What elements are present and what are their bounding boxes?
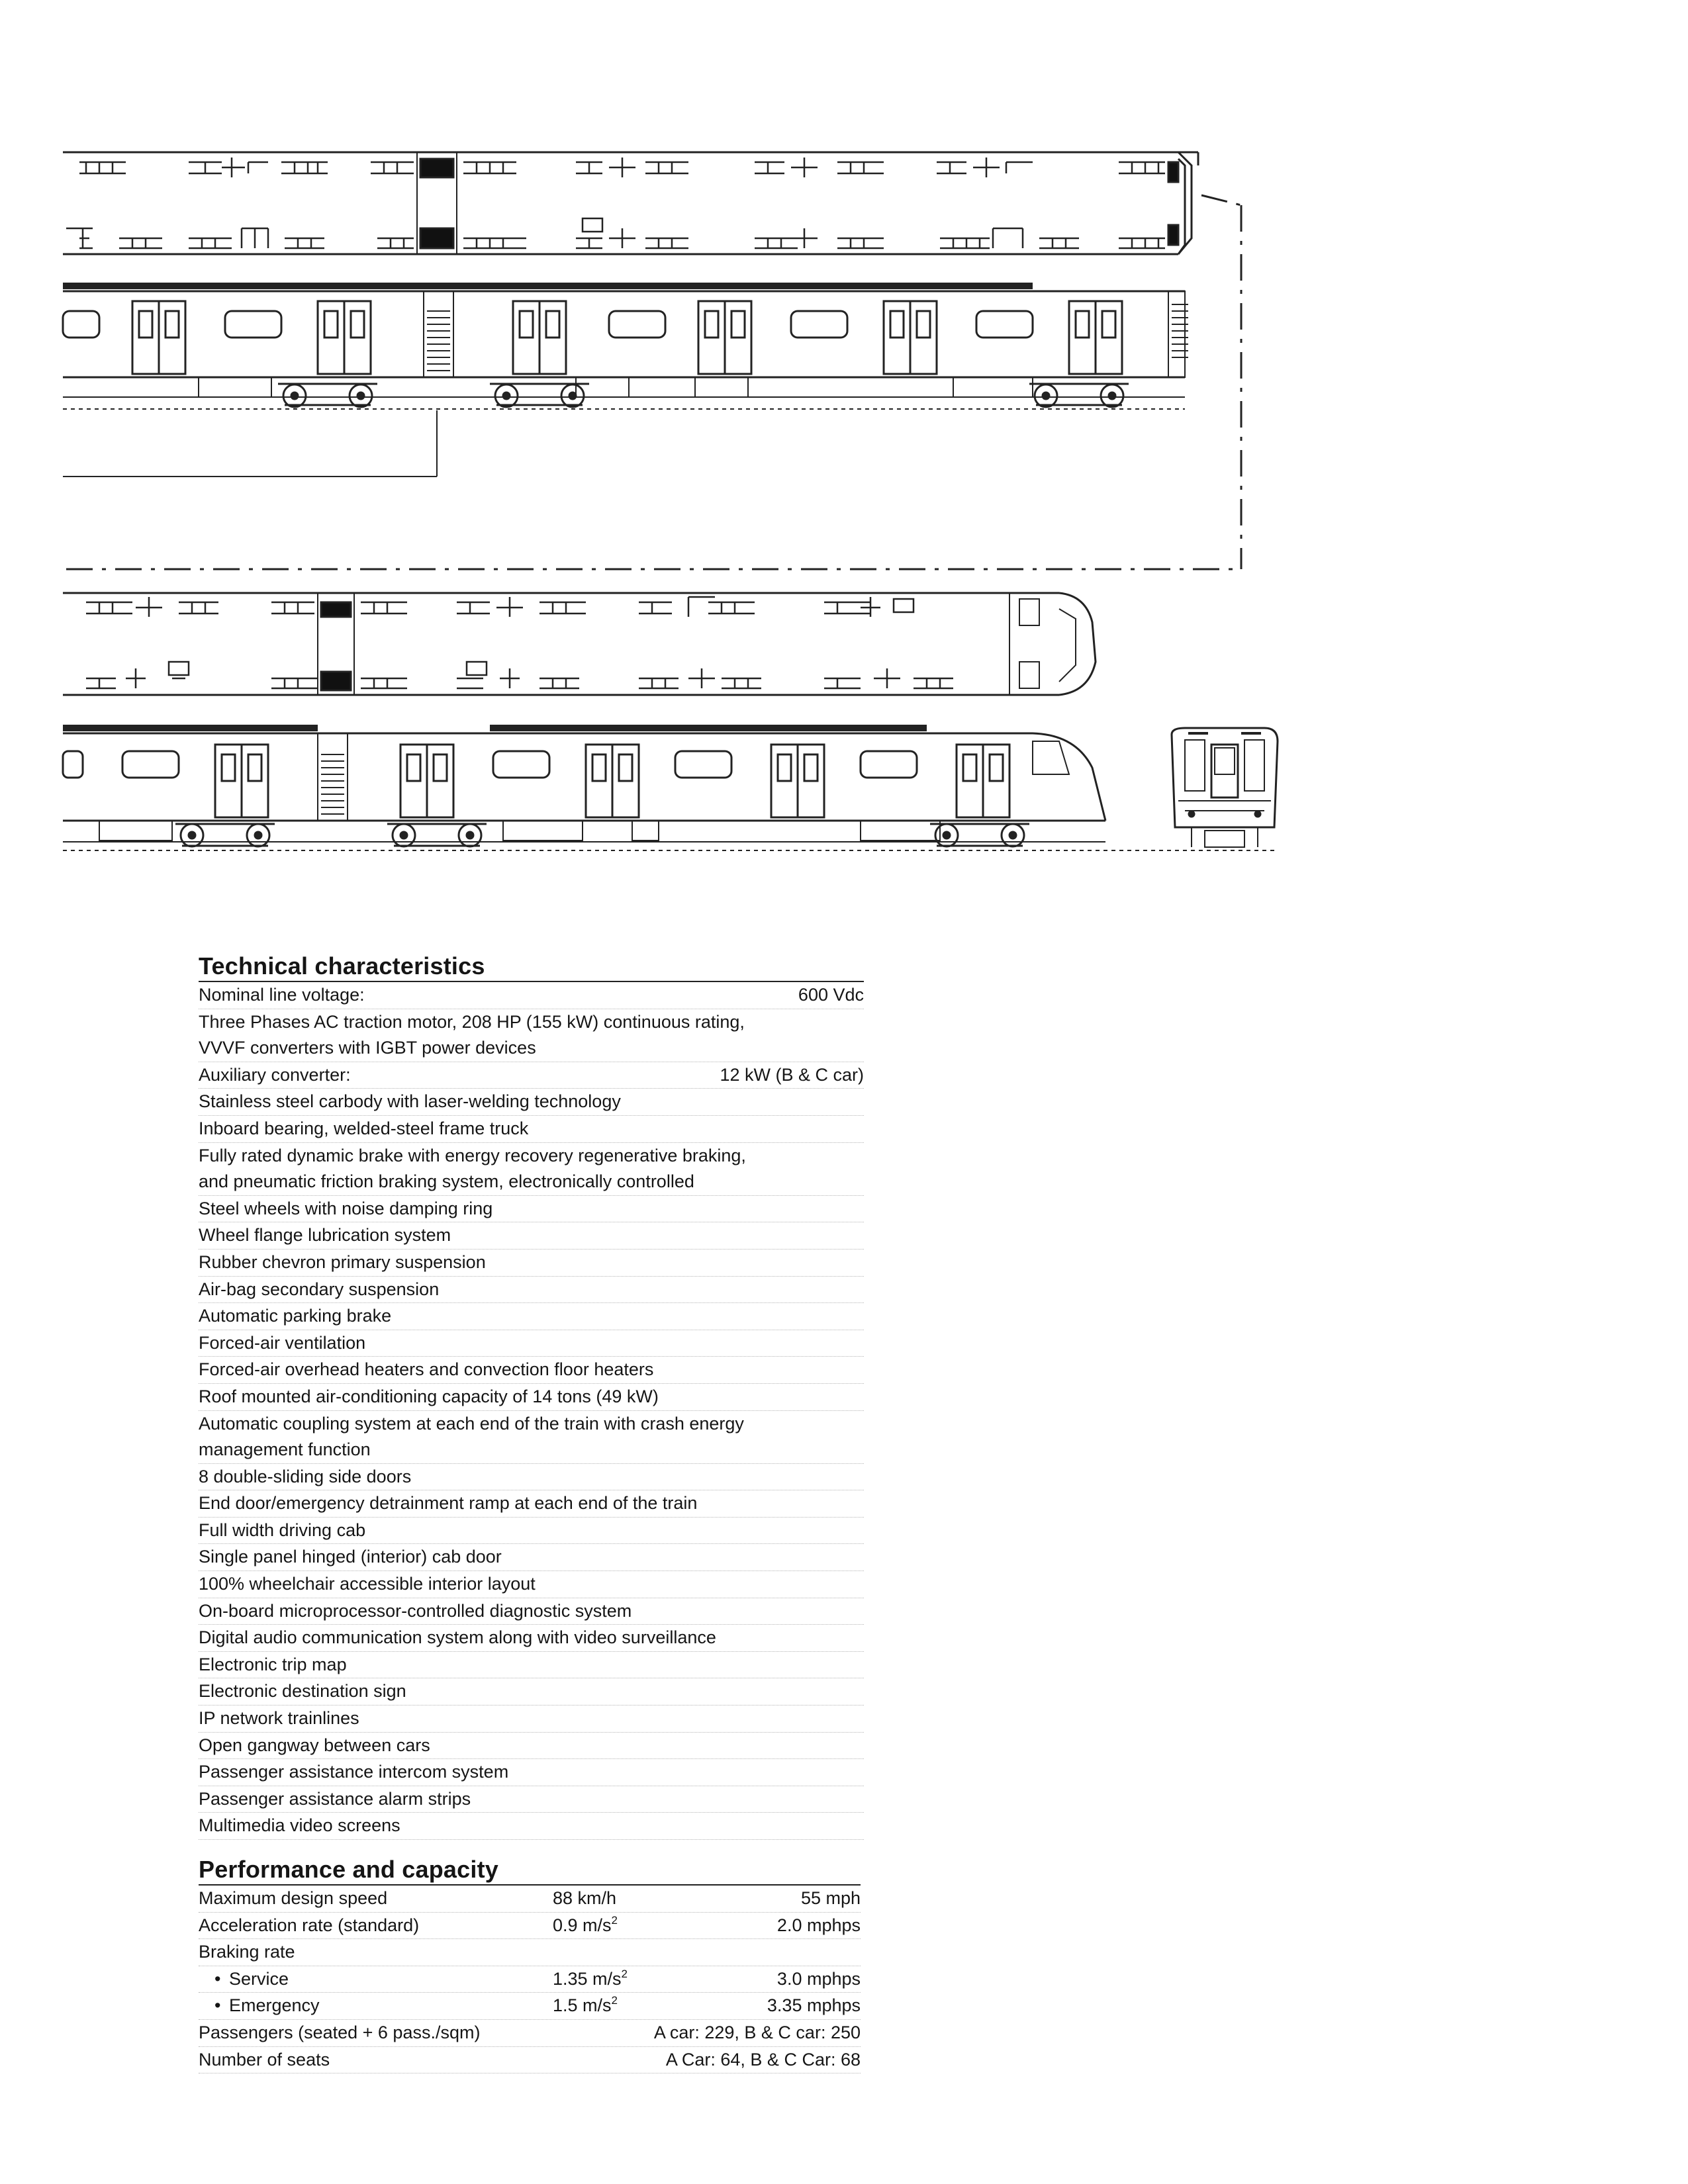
performance-row [199, 2020, 861, 2047]
tech-row-line2: and pneumatic friction braking system, electronically controlled [199, 1171, 694, 1192]
performance-metric [553, 1913, 618, 1939]
performance-label: Braking rate [199, 1942, 295, 1962]
performance-label: Number of seats [199, 2049, 330, 2070]
tech-row-label: Electronic destination sign [199, 1681, 406, 1702]
connector-line [66, 195, 1241, 569]
tech-row-label: Single panel hinged (interior) cab door [199, 1547, 502, 1567]
tech-row [199, 982, 864, 1009]
tech-row-label: Nominal line voltage: [199, 985, 365, 1005]
performance-label-cell [199, 1888, 387, 1908]
tech-row [199, 1464, 864, 1491]
performance-imperial: A Car: 64, B & C Car: 68 [665, 2049, 861, 2070]
performance-label: Emergency [229, 1995, 320, 2016]
tech-row [199, 1490, 864, 1518]
performance-imperial: 2.0 mphps [776, 1915, 861, 1935]
performance-label: Maximum design speed [199, 1888, 388, 1908]
performance-row [199, 1886, 861, 1913]
performance-label-cell [199, 1915, 419, 1935]
tech-row-label: Air-bag secondary suspension [199, 1279, 440, 1299]
technical-heading: Technical characteristics [199, 953, 864, 982]
tech-row-label: Rubber chevron primary suspension [199, 1251, 486, 1272]
tech-row [199, 1598, 864, 1625]
performance-label: Service [229, 1968, 289, 1989]
performance-label: Acceleration rate (standard) [199, 1915, 420, 1935]
tech-row [199, 1222, 864, 1250]
bullet: • [214, 1968, 221, 1989]
tech-row [199, 1384, 864, 1411]
end-view [1172, 728, 1278, 847]
tech-row [199, 1089, 864, 1116]
metric-value: 0.9 m/s [553, 1915, 612, 1935]
tech-row-line1: Three Phases AC traction motor, 208 HP (155 kW) continuous rating, [199, 1011, 745, 1032]
tech-row-label: IP network trainlines [199, 1708, 359, 1729]
upper-seat-groups-bottom [66, 218, 1165, 248]
metric-value: 1.5 m/s [553, 1995, 612, 2016]
tech-row [199, 1813, 864, 1840]
tech-row [199, 1625, 864, 1652]
tech-row [199, 1330, 864, 1357]
tech-row-label: Open gangway between cars [199, 1735, 430, 1755]
tech-row-label: Automatic parking brake [199, 1306, 392, 1326]
tech-row [199, 1250, 864, 1277]
performance-imperial: 55 mph [800, 1888, 861, 1908]
tech-row [199, 1277, 864, 1304]
tech-row [199, 1062, 864, 1089]
performance-row [199, 1913, 861, 1940]
tech-row-label: Inboard bearing, welded-steel frame truck [199, 1118, 529, 1138]
lower-seat-groups [86, 597, 953, 688]
performance-imperial: A car: 229, B & C car: 250 [653, 2022, 861, 2042]
technical-section [199, 953, 864, 1840]
performance-metric [553, 1993, 618, 2019]
tech-row [199, 1786, 864, 1813]
train-drawing [0, 0, 1688, 874]
performance-heading: Performance and capacity [199, 1856, 861, 1886]
tech-row-label: Forced-air ventilation [199, 1332, 366, 1353]
tech-row-label: Forced-air overhead heaters and convection floor heaters [199, 1359, 654, 1380]
tech-row-label: End door/emergency detrainment ramp at each end of the train [199, 1493, 698, 1514]
tech-row-label: Stainless steel carbody with laser-welding technology [199, 1091, 621, 1112]
tech-row [199, 1196, 864, 1223]
performance-row [199, 1939, 861, 1966]
tech-row-label: Roof mounted air-conditioning capacity of 14 tons (49 kW) [199, 1386, 659, 1406]
metric-value: 1.35 m/s [553, 1968, 622, 1989]
technical-list [199, 982, 864, 1840]
tech-row-label: Digital audio communication system along with video surveillance [199, 1627, 716, 1648]
tech-row-label: On-board microprocessor-controlled diagnostic system [199, 1600, 632, 1621]
truck [278, 384, 377, 407]
metric-exponent: 2 [611, 1994, 618, 2007]
tech-row [199, 1411, 864, 1464]
performance-row [199, 1993, 861, 2020]
performance-label: Passengers (seated + 6 pass./sqm) [199, 2022, 481, 2042]
performance-section [199, 1856, 861, 2073]
tech-row [199, 1706, 864, 1733]
tech-row [199, 1518, 864, 1545]
metric-exponent: 2 [611, 1913, 618, 1927]
tech-row-label: Multimedia video screens [199, 1815, 400, 1836]
tech-row [199, 1116, 864, 1143]
lower-side-elevation [63, 728, 1278, 850]
tech-row [199, 1678, 864, 1706]
tech-row-label: 100% wheelchair accessible interior layout [199, 1574, 536, 1594]
performance-row [199, 2047, 861, 2074]
tech-row [199, 1733, 864, 1760]
tech-row-label: Passenger assistance alarm strips [199, 1788, 471, 1809]
performance-label-cell [199, 1969, 289, 1989]
tech-row [199, 1357, 864, 1384]
tech-row-line1: Fully rated dynamic brake with energy recovery regenerative braking, [199, 1145, 746, 1165]
upper-side-elevation [63, 286, 1188, 409]
tech-row-label: Full width driving cab [199, 1520, 366, 1540]
metric-exponent: 2 [621, 1967, 628, 1980]
tech-row-label: Steel wheels with noise damping ring [199, 1198, 493, 1218]
performance-imperial: 3.35 mphps [767, 1995, 861, 2016]
performance-metric [553, 1966, 628, 1993]
tech-row-line2: management function [199, 1439, 371, 1460]
tech-row [199, 1571, 864, 1598]
tech-row [199, 1759, 864, 1786]
tech-row [199, 1652, 864, 1679]
tech-row [199, 1303, 864, 1330]
bullet: • [214, 1995, 221, 2016]
metric-value: 88 km/h [553, 1888, 617, 1908]
tech-row-label: Electronic trip map [199, 1654, 347, 1674]
performance-metric [553, 1886, 616, 1912]
performance-table [199, 1886, 861, 2073]
performance-label-cell [199, 1942, 295, 1962]
tech-row-value: 12 kW (B & C car) [720, 1064, 864, 1085]
truck [490, 384, 589, 407]
tech-row [199, 1544, 864, 1571]
tech-row [199, 1143, 864, 1196]
performance-label-cell [199, 2023, 480, 2042]
tech-row-line1: Automatic coupling system at each end of the train with crash energy [199, 1413, 744, 1433]
tech-row-value: 600 Vdc [798, 985, 864, 1005]
tech-row-label: Passenger assistance intercom system [199, 1762, 509, 1782]
tech-row-label: 8 double-sliding side doors [199, 1466, 412, 1486]
performance-imperial: 3.0 mphps [776, 1968, 861, 1989]
tech-row-label: Auxiliary converter: [199, 1064, 351, 1085]
performance-label-cell [199, 1995, 320, 2015]
performance-label-cell [199, 2050, 330, 2070]
tech-row-label: Wheel flange lubrication system [199, 1225, 451, 1246]
truck [1029, 384, 1129, 407]
performance-row [199, 1966, 861, 1993]
tech-row-line2: VVVF converters with IGBT power devices [199, 1038, 536, 1058]
tech-row [199, 1009, 864, 1062]
upper-seat-groups-top [79, 158, 1165, 177]
